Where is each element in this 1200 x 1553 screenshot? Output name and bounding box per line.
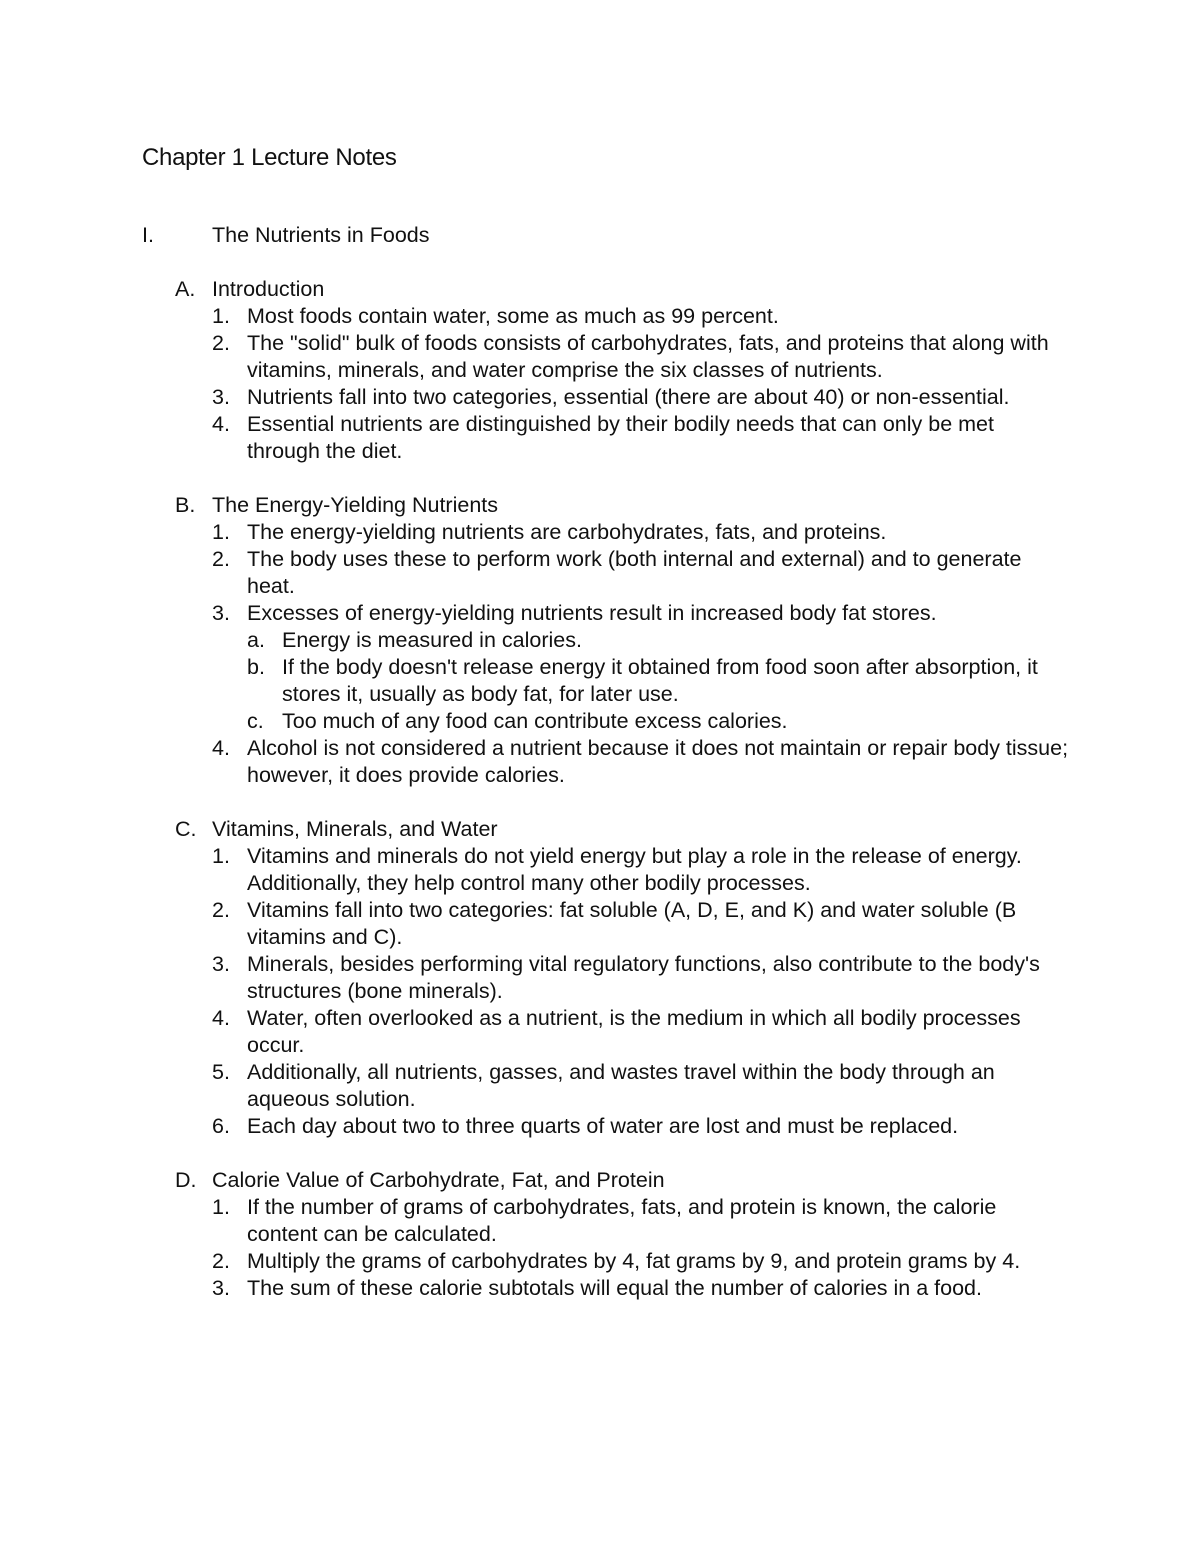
- subsection-heading: [142, 276, 1072, 303]
- item-number: 3.: [212, 601, 230, 625]
- subsection-label: C.: [175, 817, 197, 841]
- subsection-label: B.: [175, 493, 196, 517]
- item-number: 2.: [212, 547, 230, 571]
- item-text: Multiply the grams of carbohydrates by 4, fat grams by 9, and protein grams by 4.: [247, 1249, 1021, 1273]
- item-number: 4.: [212, 412, 230, 436]
- item-text: If the number of grams of carbohydrates, fats, and protein is known, the calorie content can be calculated.: [247, 1195, 997, 1246]
- subsection-heading: [142, 816, 1072, 843]
- item-text: The body uses these to perform work (both internal and external) and to generate heat.: [247, 547, 1022, 598]
- subsection-introduction: [142, 276, 1072, 465]
- subsection-heading: [142, 492, 1072, 519]
- item-number: 1.: [212, 1195, 230, 1219]
- list-item: [142, 330, 1072, 384]
- item-text: Water, often overlooked as a nutrient, is the medium in which all bodily processes occur.: [247, 1006, 1021, 1057]
- list-item: [142, 897, 1072, 951]
- item-text: Alcohol is not considered a nutrient because it does not maintain or repair body tissue; however, it does provide calories.: [247, 736, 1069, 787]
- nested-list-item: [142, 627, 1072, 654]
- subsection-heading: [142, 1167, 1072, 1194]
- item-letter: b.: [247, 655, 265, 679]
- item-number: 2.: [212, 1249, 230, 1273]
- list-item: [142, 951, 1072, 1005]
- subsection-title: The Energy-Yielding Nutrients: [212, 493, 499, 517]
- item-text: Additionally, all nutrients, gasses, and wastes travel within the body through an aqueous solution.: [247, 1060, 995, 1111]
- list-item: [142, 600, 1072, 627]
- list-item: [142, 843, 1072, 897]
- item-text: Excesses of energy-yielding nutrients result in increased body fat stores.: [247, 601, 937, 625]
- item-number: 4.: [212, 736, 230, 760]
- list-item: [142, 1194, 1072, 1248]
- item-text: Vitamins fall into two categories: fat soluble (A, D, E, and K) and water soluble (B vitamins and C).: [247, 898, 1017, 949]
- item-number: 4.: [212, 1006, 230, 1030]
- list-item: [142, 411, 1072, 465]
- outline: [142, 222, 1072, 1302]
- subsection-energy-yielding-nutrients: [142, 492, 1072, 789]
- item-number: 6.: [212, 1114, 230, 1138]
- item-text: The sum of these calorie subtotals will equal the number of calories in a food.: [247, 1276, 982, 1300]
- section-title: The Nutrients in Foods: [212, 223, 430, 247]
- subsection-title: Vitamins, Minerals, and Water: [212, 817, 498, 841]
- item-number: 3.: [212, 385, 230, 409]
- item-text: If the body doesn't release energy it obtained from food soon after absorption, it stores it, usually as body fat, for later use.: [282, 655, 1038, 706]
- item-text: Essential nutrients are distinguished by their bodily needs that can only be met through the diet.: [247, 412, 994, 463]
- list-item: [142, 303, 1072, 330]
- page-title: Chapter 1 Lecture Notes: [142, 144, 397, 171]
- item-letter: c.: [247, 709, 264, 733]
- subsection-title: Introduction: [212, 277, 325, 301]
- item-number: 3.: [212, 1276, 230, 1300]
- subsection-title: Calorie Value of Carbohydrate, Fat, and Protein: [212, 1168, 665, 1192]
- item-letter: a.: [247, 628, 265, 652]
- list-item: [142, 1113, 1072, 1140]
- nested-list-item: [142, 708, 1072, 735]
- section-heading: [142, 222, 1072, 249]
- item-text: Minerals, besides performing vital regulatory functions, also contribute to the body's structures (bone minerals).: [247, 952, 1040, 1003]
- item-number: 1.: [212, 304, 230, 328]
- item-text: Too much of any food can contribute excess calories.: [282, 709, 788, 733]
- list-item: [142, 1005, 1072, 1059]
- item-text: Most foods contain water, some as much as 99 percent.: [247, 304, 779, 328]
- item-text: The "solid" bulk of foods consists of carbohydrates, fats, and proteins that along with vitamins, minerals, and water comprise the six classes of nutrients.: [247, 331, 1049, 382]
- item-text: Nutrients fall into two categories, essential (there are about 40) or non-essential.: [247, 385, 1010, 409]
- list-item: [142, 1059, 1072, 1113]
- item-number: 2.: [212, 331, 230, 355]
- list-item: [142, 735, 1072, 789]
- subsection-label: D.: [175, 1168, 197, 1192]
- item-text: Vitamins and minerals do not yield energy but play a role in the release of energy. Additionally, they help control many other bodily processes.: [247, 844, 1022, 895]
- item-text: The energy-yielding nutrients are carbohydrates, fats, and proteins.: [247, 520, 887, 544]
- subsection-calorie-value: [142, 1167, 1072, 1302]
- item-text: Each day about two to three quarts of water are lost and must be replaced.: [247, 1114, 959, 1138]
- section-number: I.: [142, 223, 154, 247]
- subsection-vitamins-minerals-water: [142, 816, 1072, 1140]
- list-item: [142, 1248, 1072, 1275]
- item-number: 5.: [212, 1060, 230, 1084]
- list-item: [142, 546, 1072, 600]
- item-number: 1.: [212, 520, 230, 544]
- subsection-label: A.: [175, 277, 196, 301]
- nested-list-item: [142, 654, 1072, 708]
- item-number: 3.: [212, 952, 230, 976]
- item-number: 2.: [212, 898, 230, 922]
- item-text: Energy is measured in calories.: [282, 628, 582, 652]
- item-number: 1.: [212, 844, 230, 868]
- list-item: [142, 519, 1072, 546]
- list-item: [142, 1275, 1072, 1302]
- list-item: [142, 384, 1072, 411]
